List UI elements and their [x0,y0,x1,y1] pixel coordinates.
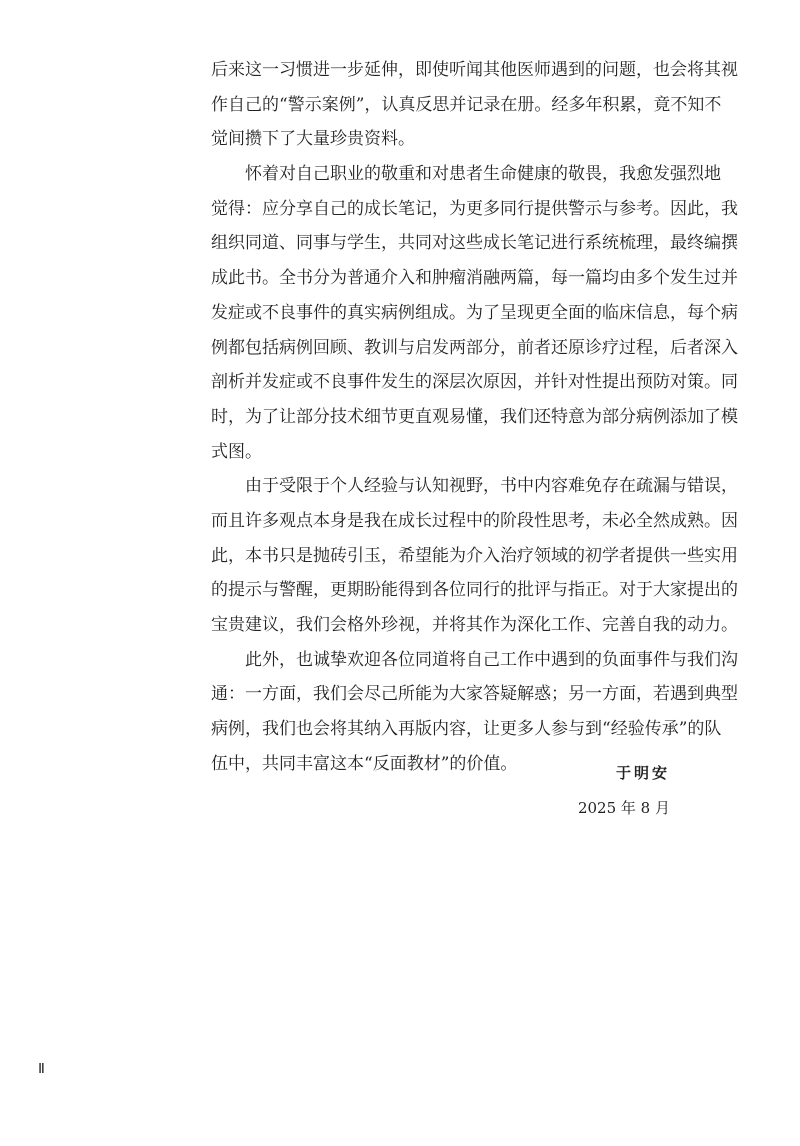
text-line: 怀着对自己职业的敬重和对患者生命健康的敬畏，我愈发强烈地 [245,164,721,185]
text-line: 觉得：应分享自己的成长笔记，为更多同行提供警示与参考。因此，我 [211,198,738,219]
page-number: Ⅱ [38,1060,45,1076]
signature-block [578,760,670,821]
paragraph-2 [211,157,738,469]
text-line: 病例，我们也会将其纳入再版内容，让更多人参与到“经验传承”的队 [211,719,722,740]
text-line: 时，为了让部分技术细节更直观易懂，我们还特意为部分病例添加了模 [211,406,738,427]
text-line: 伍中，共同丰富这本“反面教材”的价值。 [211,753,518,774]
text-line: 宝贵建议，我们会格外珍视，并将其作为深化工作、完善自我的动力。 [211,615,738,635]
author-name: 于明安 [615,764,670,782]
text-line: 剖析并发症或不良事件发生的深层次原因，并针对性提出预防对策。同 [211,372,738,393]
text-line: 式图。 [211,441,262,462]
paragraph-1 [211,53,738,157]
text-line: 的提示与警醒，更期盼能得到各位同行的批评与指正。对于大家提出的 [211,580,738,601]
signature-date: 2025 年 8 月 [577,799,670,817]
text-line: 发症或不良事件的真实病例组成。为了呈现更全面的临床信息，每个病 [211,302,738,323]
text-line: 例都包括病例回顾、教训与启发两部分，前者还原诊疗过程，后者深入 [211,337,738,358]
paragraph-3 [211,469,738,642]
preface-body [211,53,738,781]
text-line: 组织同道、同事与学生，共同对这些成长笔记进行系统梳理，最终编撰 [211,233,738,254]
text-line: 后来这一习惯进一步延伸，即使听闻其他医师遇到的问题，也会将其视 [211,60,738,80]
text-line: 由于受限于个人经验与认知视野，书中内容难免存在疏漏与错误， [245,476,738,497]
text-line: 通：一方面，我们会尽己所能为大家答疑解惑；另一方面，若遇到典型 [211,684,738,705]
text-line: 作自己的“警示案例”，认真反思并记录在册。经多年积累，竟不知不 [211,94,722,115]
text-line: 觉间攒下了大量珍贵资料。 [211,129,415,150]
text-line: 此外，也诚挚欢迎各位同道将自己工作中遇到的负面事件与我们沟 [245,649,738,670]
text-line: 而且许多观点本身是我在成长过程中的阶段性思考，未必全然成熟。因 [211,510,738,531]
text-line: 此，本书只是抛砖引玉，希望能为介入治疗领域的初学者提供一些实用 [211,545,738,566]
text-line: 成此书。全书分为普通介入和肿瘤消融两篇，每一篇均由多个发生过并 [211,268,738,289]
